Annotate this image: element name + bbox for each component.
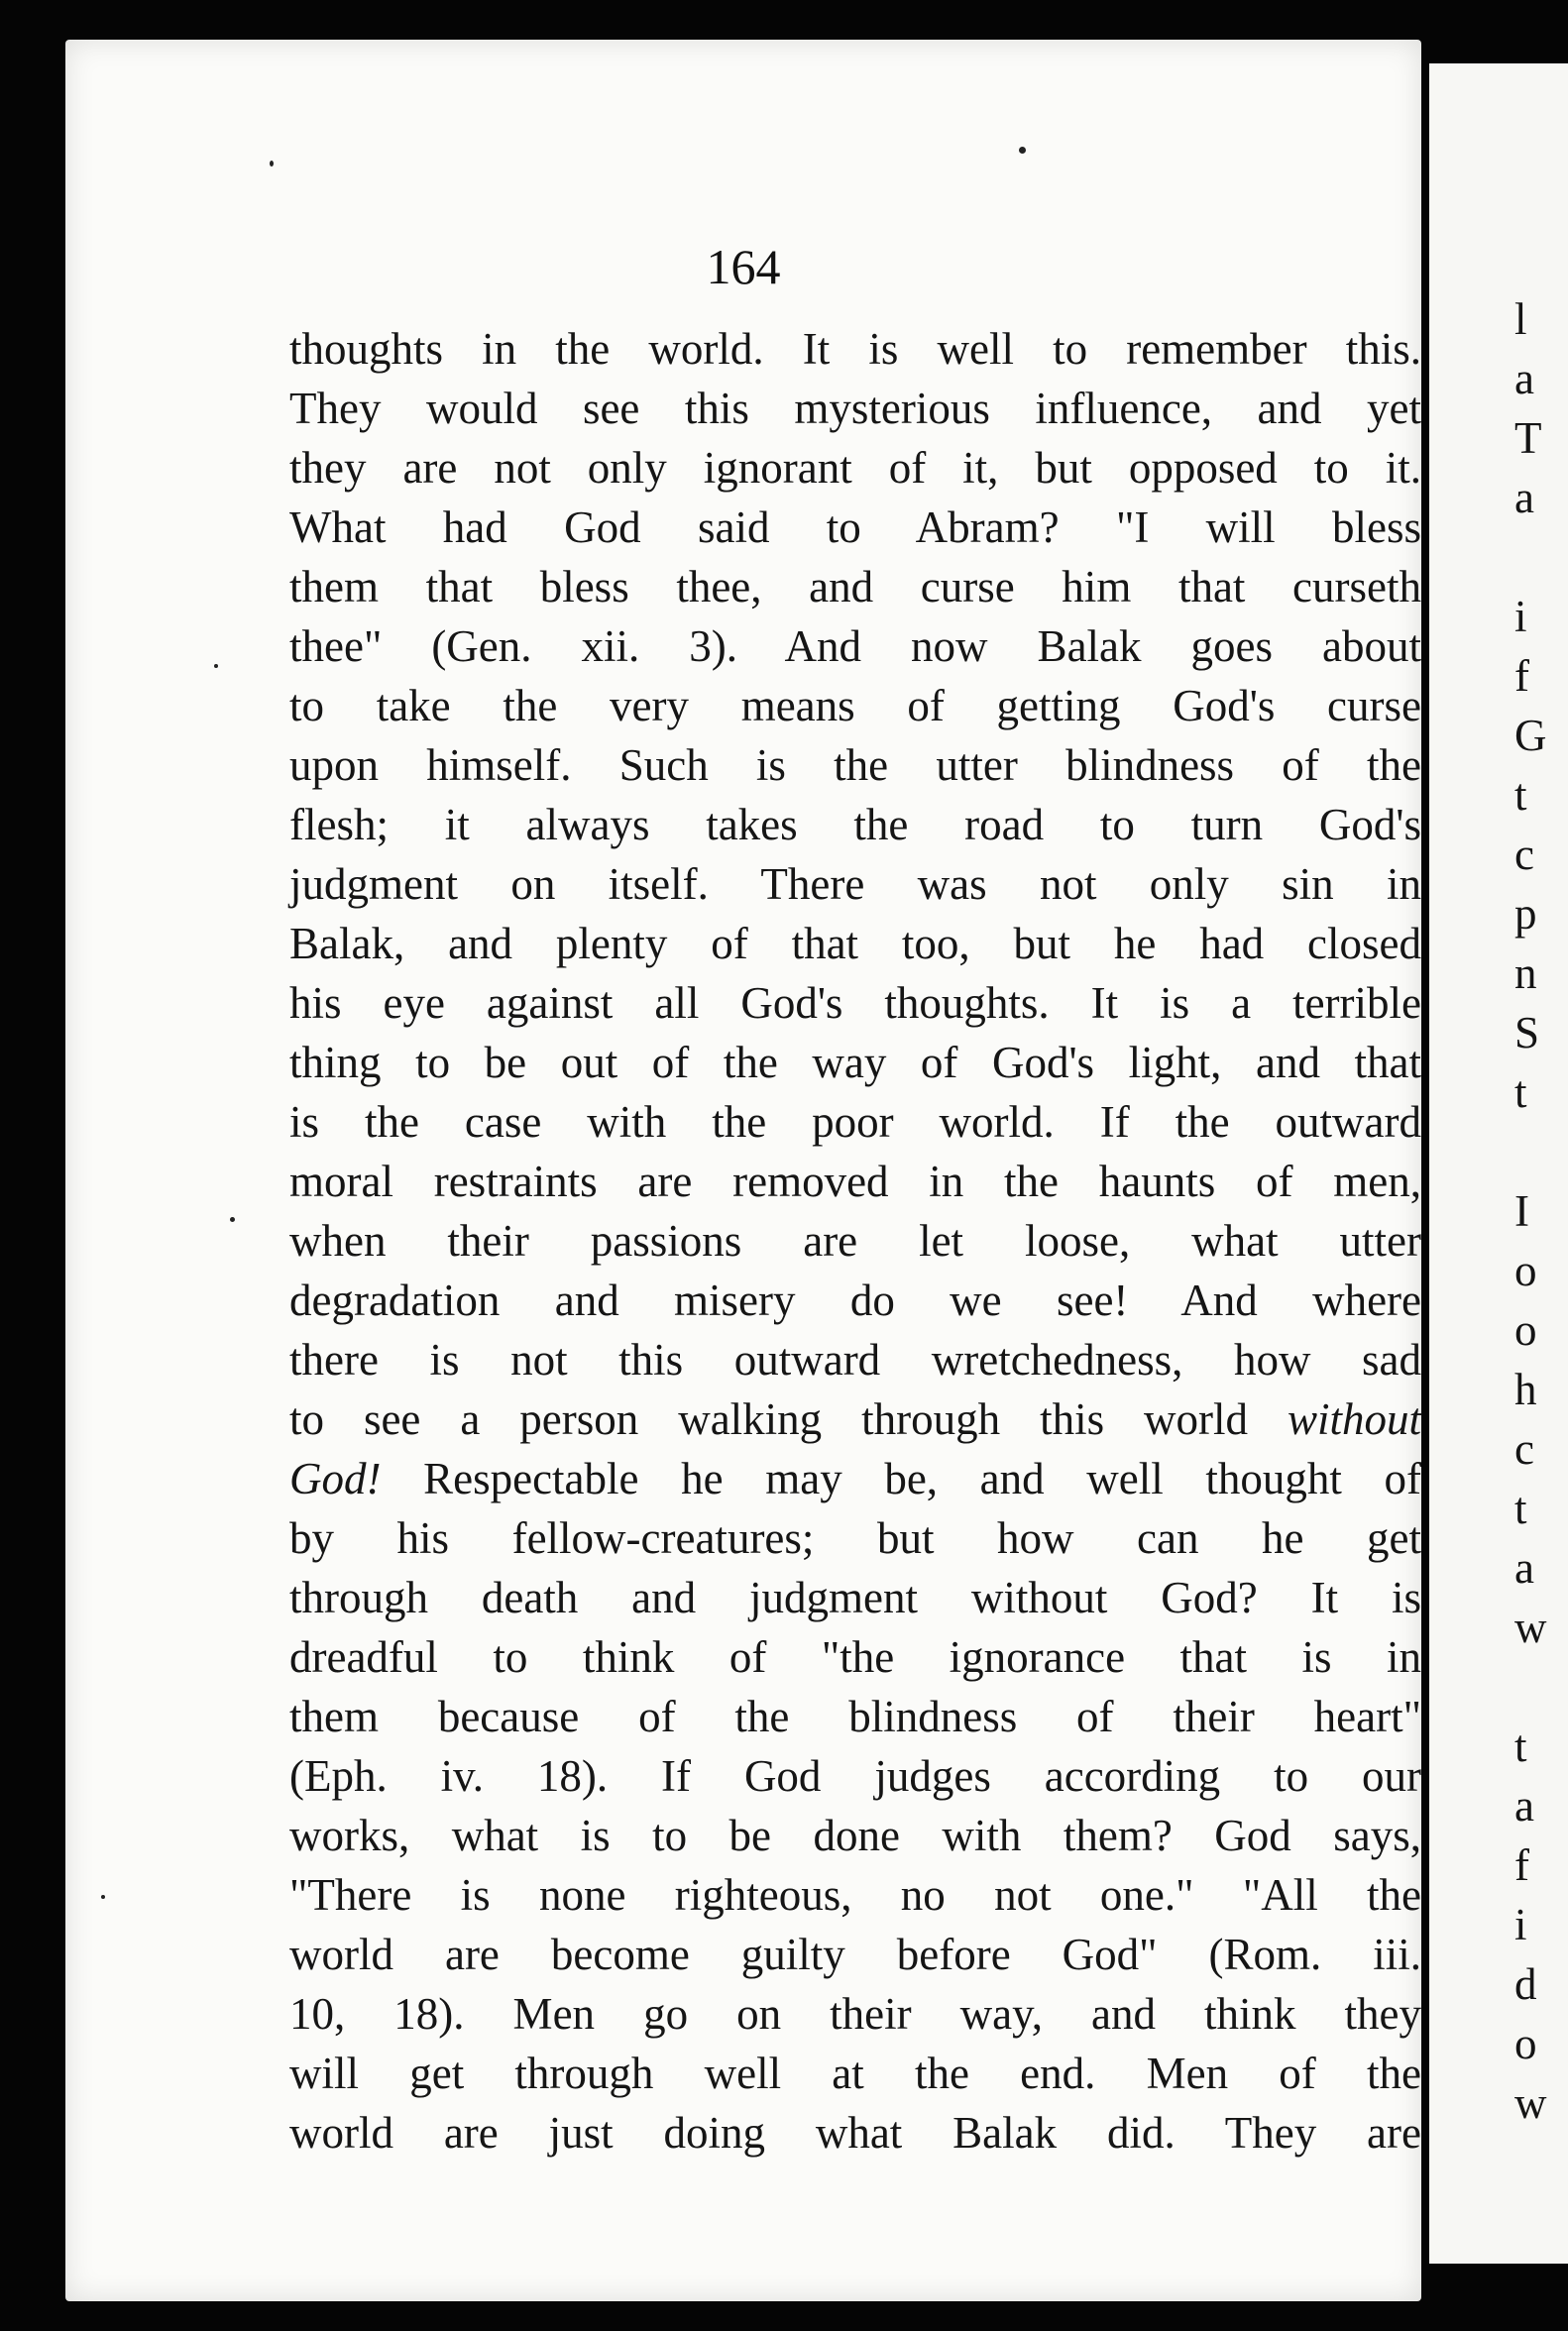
- text-line: is the case with the poor world. If the outward: [289, 1097, 1421, 1147]
- text-line: by his fellow-creatures; but how can he get: [289, 1513, 1421, 1563]
- adjacent-page-letter: i: [1514, 592, 1527, 641]
- adjacent-page-letter: c: [1514, 830, 1534, 879]
- ink-speck: [230, 1217, 235, 1222]
- adjacent-page-letter: c: [1514, 1424, 1534, 1474]
- text-line: works, what is to be done with them? God says,: [289, 1811, 1421, 1860]
- adjacent-page-letter: d: [1514, 1959, 1537, 2009]
- text-line: thoughts in the world. It is well to remember this.: [289, 324, 1421, 374]
- adjacent-page-letter: a: [1514, 354, 1534, 403]
- ink-speck: [214, 664, 218, 668]
- adjacent-page-edge: [1429, 63, 1568, 2264]
- adjacent-page-letter: t: [1514, 1484, 1527, 1533]
- text-line: they are not only ignorant of it, but opposed to it.: [289, 443, 1421, 493]
- text-line: What had God said to Abram? "I will bless: [289, 502, 1421, 552]
- adjacent-page-letter: o: [1514, 1305, 1537, 1355]
- adjacent-page-letter: o: [1514, 2019, 1537, 2068]
- adjacent-page-letter: w: [1514, 1603, 1547, 1652]
- text-line: to see a person walking through this world without: [289, 1394, 1421, 1444]
- text-line: God! Respectable he may be, and well thought of: [289, 1454, 1421, 1503]
- text-line: thee" (Gen. xii. 3). And now Balak goes about: [289, 621, 1421, 671]
- text-line: moral restraints are removed in the haunts of men,: [289, 1157, 1421, 1206]
- adjacent-page-letter: p: [1514, 889, 1537, 939]
- text-line: Balak, and plenty of that too, but he had closed: [289, 919, 1421, 968]
- text-line: world are become guilty before God" (Rom. iii.: [289, 1930, 1421, 1979]
- text-line: thing to be out of the way of God's light, and that: [289, 1038, 1421, 1087]
- adjacent-page-letter: t: [1514, 1067, 1527, 1117]
- body-text: [289, 319, 1421, 2163]
- text-line: to take the very means of getting God's curse: [289, 681, 1421, 730]
- text-line: will get through well at the end. Men of the: [289, 2049, 1421, 2098]
- adjacent-page-letter: S: [1514, 1008, 1540, 1057]
- text-line: them because of the blindness of their heart": [289, 1692, 1421, 1741]
- text-line: "There is none righteous, no not one." "All the: [289, 1870, 1421, 1920]
- text-line: dreadful to think of "the ignorance that is in: [289, 1632, 1421, 1682]
- adjacent-page-letter: a: [1514, 1543, 1534, 1593]
- ink-speck: [1019, 147, 1026, 154]
- adjacent-page-letter: I: [1514, 1186, 1529, 1236]
- text-line: (Eph. iv. 18). If God judges according to our: [289, 1751, 1421, 1801]
- adjacent-page-letter: f: [1514, 1840, 1529, 1890]
- adjacent-page-letter: f: [1514, 651, 1529, 701]
- text-line: his eye against all God's thoughts. It is a terrible: [289, 978, 1421, 1028]
- text-line: them that bless thee, and curse him that curseth: [289, 562, 1421, 611]
- text-line: judgment on itself. There was not only sin in: [289, 859, 1421, 909]
- adjacent-page-letter: l: [1514, 294, 1527, 344]
- adjacent-page-letter: i: [1514, 1900, 1527, 1949]
- text-line: 10, 18). Men go on their way, and think they: [289, 1989, 1421, 2039]
- text-line: They would see this mysterious influence, and yet: [289, 384, 1421, 433]
- text-line: upon himself. Such is the utter blindness of the: [289, 740, 1421, 790]
- text-line: flesh; it always takes the road to turn God's: [289, 800, 1421, 849]
- adjacent-page-letter: t: [1514, 770, 1527, 820]
- adjacent-page-letter: w: [1514, 2078, 1547, 2128]
- text-line: there is not this outward wretchedness, how sad: [289, 1335, 1421, 1385]
- adjacent-page-letter: G: [1514, 711, 1547, 760]
- adjacent-page-letter: n: [1514, 948, 1537, 998]
- adjacent-page-letter: T: [1514, 413, 1542, 463]
- adjacent-page-letter: a: [1514, 473, 1534, 522]
- adjacent-page-letter: a: [1514, 1781, 1534, 1831]
- adjacent-page-letter: o: [1514, 1246, 1537, 1295]
- text-line: world are just doing what Balak did. They are: [289, 2108, 1421, 2158]
- ink-speck: [101, 1895, 105, 1899]
- page-number: 164: [706, 239, 781, 294]
- text-line: through death and judgment without God? It is: [289, 1573, 1421, 1622]
- adjacent-page-letter: h: [1514, 1365, 1537, 1414]
- text-line: degradation and misery do we see! And where: [289, 1276, 1421, 1325]
- text-line: when their passions are let loose, what utter: [289, 1216, 1421, 1266]
- adjacent-page-letter: t: [1514, 1721, 1527, 1771]
- ink-speck: [270, 161, 274, 166]
- book-page: [65, 40, 1421, 2301]
